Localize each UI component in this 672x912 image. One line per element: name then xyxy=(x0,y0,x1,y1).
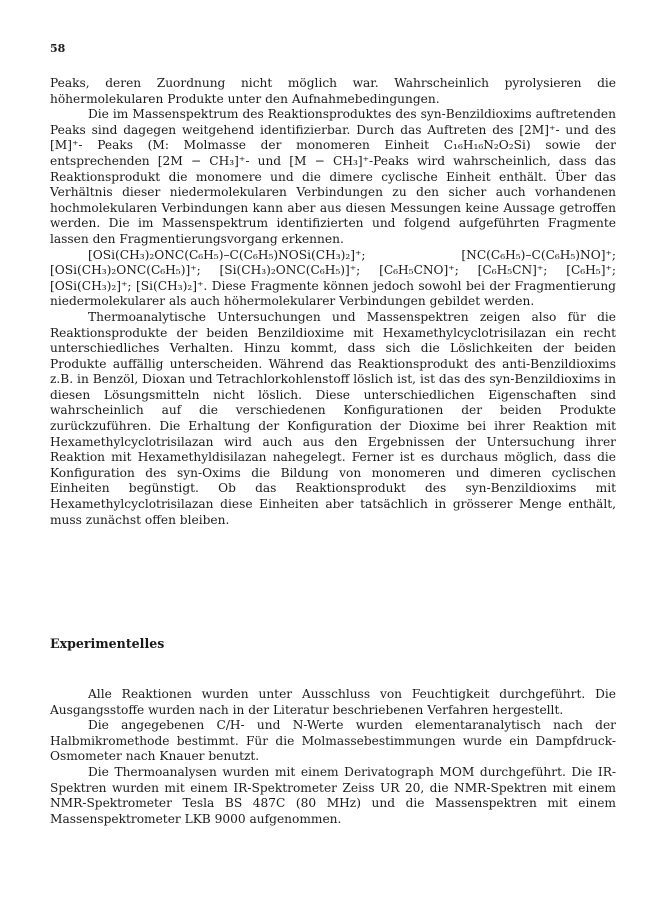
section-heading: Experimentelles xyxy=(50,636,165,651)
paragraph: Die im Massenspektrum des Reaktionsproduktes des syn-Benzildioxims auftretenden Peaks sind dagegen weitgehend identifizierbar. Durch das Auftreten des [2M]⁺- und des [M]⁺- Peaks (M: Molmasse der monomeren Einheit C₁₆H₁₆N₂O₂Si) sowie der entsprechenden [2M − CH₃]⁺- und [M − CH₃]⁺-Peaks wird wahrscheinlich, dass das Reaktionsprodukt die monomere und die dimere cyclische Einheit enthält. Über das Verhältnis dieser niedermolekularen Verbindungen zu den sicher auch vorhandenen hochmolekularen Verbindungen kann aber aus diesen Messungen keine Aussage getroffen werden. Die im Massenspektrum identifizierten und folgend aufgeführten Fragmente lassen den Fragmentierungsvorgang erkennen. xyxy=(50,107,616,246)
paragraph: Alle Reaktionen wurden unter Ausschluss von Feuchtigkeit durchgeführt. Die Ausgangsstoffe wurden nach in der Literatur beschriebenen Verfahren hergestellt. xyxy=(50,687,616,717)
paragraph: Thermoanalytische Untersuchungen und Massenspektren zeigen also für die Reaktionsprodukte der beiden Benzildioxime mit Hexamethylcyclotrisilazan ein recht unterschiedliches Verhalten. Hinzu kommt, dass sich die Löslichkeiten der beiden Produkte auffällig unterscheiden. Während das Reaktionsprodukt des anti-Benzildioxims z.B. in Benzöl, Dioxan und Tetrachlorkohlenstoff löslich ist, ist das des syn-Benzildioxims in diesen Lösungsmitteln nicht löslich. Diese unterschiedlichen Eigenschaften sind wahrscheinlich auf die verschiedenen Konfigurationen der beiden Produkte zurückzuführen. Die Erhaltung der Konfiguration der Dioxime bei ihrer Reaktion mit Hexamethylcyclotrisilazan wird auch aus den Ergebnissen der Untersuchung ihrer Reaktion mit Hexamethyldisilazan nahegelegt. Ferner ist es durchaus möglich, dass die Konfiguration des syn-Oxims die Bildung von monomeren und dimeren cyclischen Einheiten begünstigt. Ob das Reaktionsprodukt des syn-Benzildioxims mit Hexamethylcyclotrisilazan diese Einheiten aber tatsächlich in grösserer Menge enthält, muss zunächst offen bleiben. xyxy=(50,309,616,527)
paragraph: Peaks, deren Zuordnung nicht möglich war. Wahrscheinlich pyrolysieren die höhermolekularen Produkte unter den Aufnahmebedingungen. xyxy=(50,76,616,106)
paragraph: Die Thermoanalysen wurden mit einem Derivatograph MOM durchgeführt. Die IR-Spektren wurden mit einem IR-Spektrometer Zeiss UR 20, die NMR-Spektren mit einem NMR-Spektrometer Tesla BS 487C (80 MHz) und die Massenspektren mit einem Massenspektrometer LKB 9000 aufgenommen. xyxy=(50,764,616,826)
page-number: 58 xyxy=(50,42,66,55)
main-text xyxy=(50,76,616,528)
fragment-list-paragraph: [OSi(CH₃)₂ONC(C₆H₅)–C(C₆H₅)NOSi(CH₃)₂]⁺; [NC(C₆H₅)–C(C₆H₅)NO]⁺; [OSi(CH₃)₂ONC(C₆H₅)]⁺; [Si(CH₃)₂ONC(C₆H₅)]⁺; [C₆H₅CNO]⁺; [C₆H₅CN]⁺; [C₆H₅]⁺; [OSi(CH₃)₂]⁺; [Si(CH₃)₂]⁺. Diese Fragmente können jedoch sowohl bei der Fragmentierung niedermolekularer als auch höhermolekularer Verbindungen gebildet werden. xyxy=(50,247,616,309)
experimental-section xyxy=(50,687,616,827)
paragraph: Die angegebenen C/H- und N-Werte wurden elementaranalytisch nach der Halbmikromethode bestimmt. Für die Molmassebestimmungen wurde ein Dampfdruck-Osmometer nach Knauer benutzt. xyxy=(50,718,616,764)
